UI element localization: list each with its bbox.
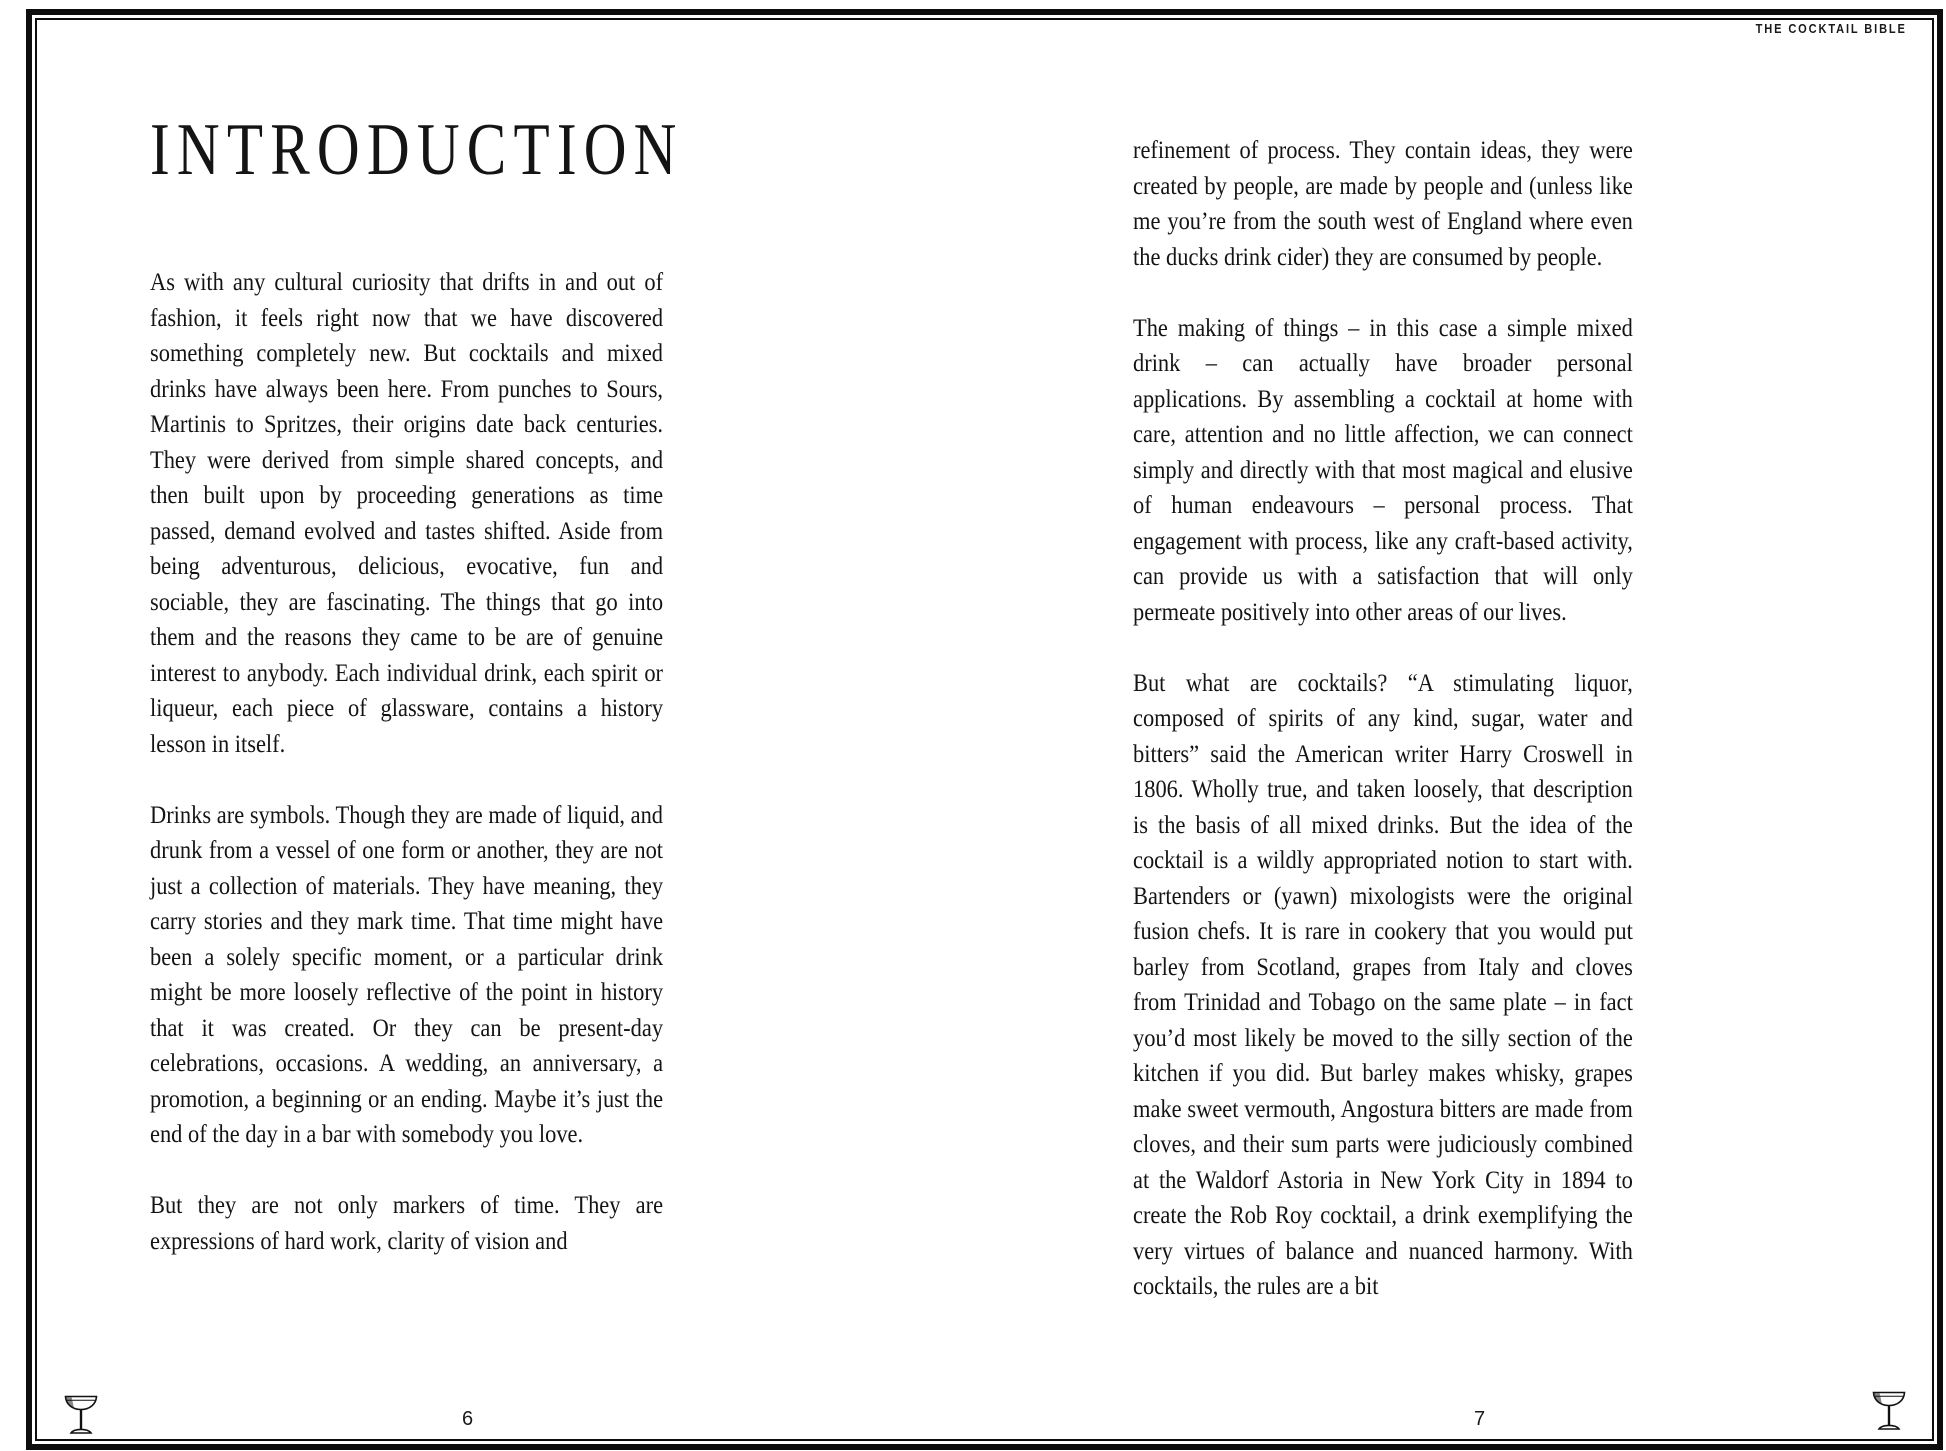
paragraph: As with any cultural curiosity that drifts in and out of fashion, it feels right now that we have discovered something completely new. But cocktails and mixed drinks have always been here. From punches to Sours, Martinis to Spritzes, their origins date back centuries. They were derived from simple shared concepts, and then built upon by proceeding generations as time passed, demand evolved and tastes shifted. Aside from being adventurous, delicious, evocative, fun and sociable, they are fascinating. The things that go into them and the reasons they came to be are of genuine interest to anybody. Each individual drink, each spirit or liqueur, each piece of glassware, contains a history lesson in itself. [150, 267, 664, 758]
paragraph: refinement of process. They contain ideas, they were created by people, are made by people and (unless like me you’re from the south west of England where even the ducks drink cider) they are consumed by people. [1133, 135, 1633, 271]
paragraph: But what are cocktails? “A stimulating liquor, composed of spirits of any kind, sugar, water and bitters” said the American writer Harry Croswell in 1806. Wholly true, and taken loosely, that description is the basis of all mixed drinks. But the idea of the cocktail is a wildly appropriated notion to start with. Bartenders or (yawn) mixologists were the original fusion chefs. It is rare in cookery that you would put barley from Scotland, grapes from Italy and cloves from Trinidad and Tobago on the same plate – in fact you’d most likely be moved to the silly section of the kitchen if you did. But barley makes whisky, grapes make sweet vermouth, Angostura bitters are made from cloves, and their sum parts were judiciously combined at the Waldorf Astoria in New York City in 1894 to create the Rob Roy cocktail, a drink exemplifying the very virtues of balance and nuanced harmony. With cocktails, the rules are a bit [1133, 667, 1633, 1300]
coupe-glass-icon [1872, 1390, 1906, 1432]
chapter-title: INTRODUCTION [150, 109, 684, 191]
page-number-left: 6 [462, 1408, 475, 1430]
running-header: THE COCKTAIL BIBLE [1755, 21, 1907, 36]
page-number-right: 7 [1474, 1408, 1487, 1430]
right-column [1133, 132, 1633, 1339]
paragraph: Drinks are symbols. Though they are made of liquid, and drunk from a vessel of one form or another, they are not just a collection of materials. They have meaning, they carry stories and they mark time. That time might have been a solely specific moment, or a particular drink might be more loosely reflective of the point in history that it was created. Or they can be present-day celebrations, occasions. A wedding, an anniversary, a promotion, a beginning or an ending. Maybe it’s just the end of the day in a bar with somebody you love. [150, 799, 664, 1148]
coupe-glass-icon [64, 1394, 98, 1436]
left-column [150, 264, 663, 1294]
paragraph: But they are not only markers of time. They are expressions of hard work, clarity of vision and [150, 1190, 664, 1255]
paragraph: The making of things – in this case a simple mixed drink – can actually have broader personal applications. By assembling a cocktail at home with care, attention and no little affection, we can connect simply and directly with that most magical and elusive of human endeavours – personal process. That engagement with process, like any craft-based activity, can provide us with a satisfaction that will only permeate positively into other areas of our lives. [1133, 312, 1633, 626]
